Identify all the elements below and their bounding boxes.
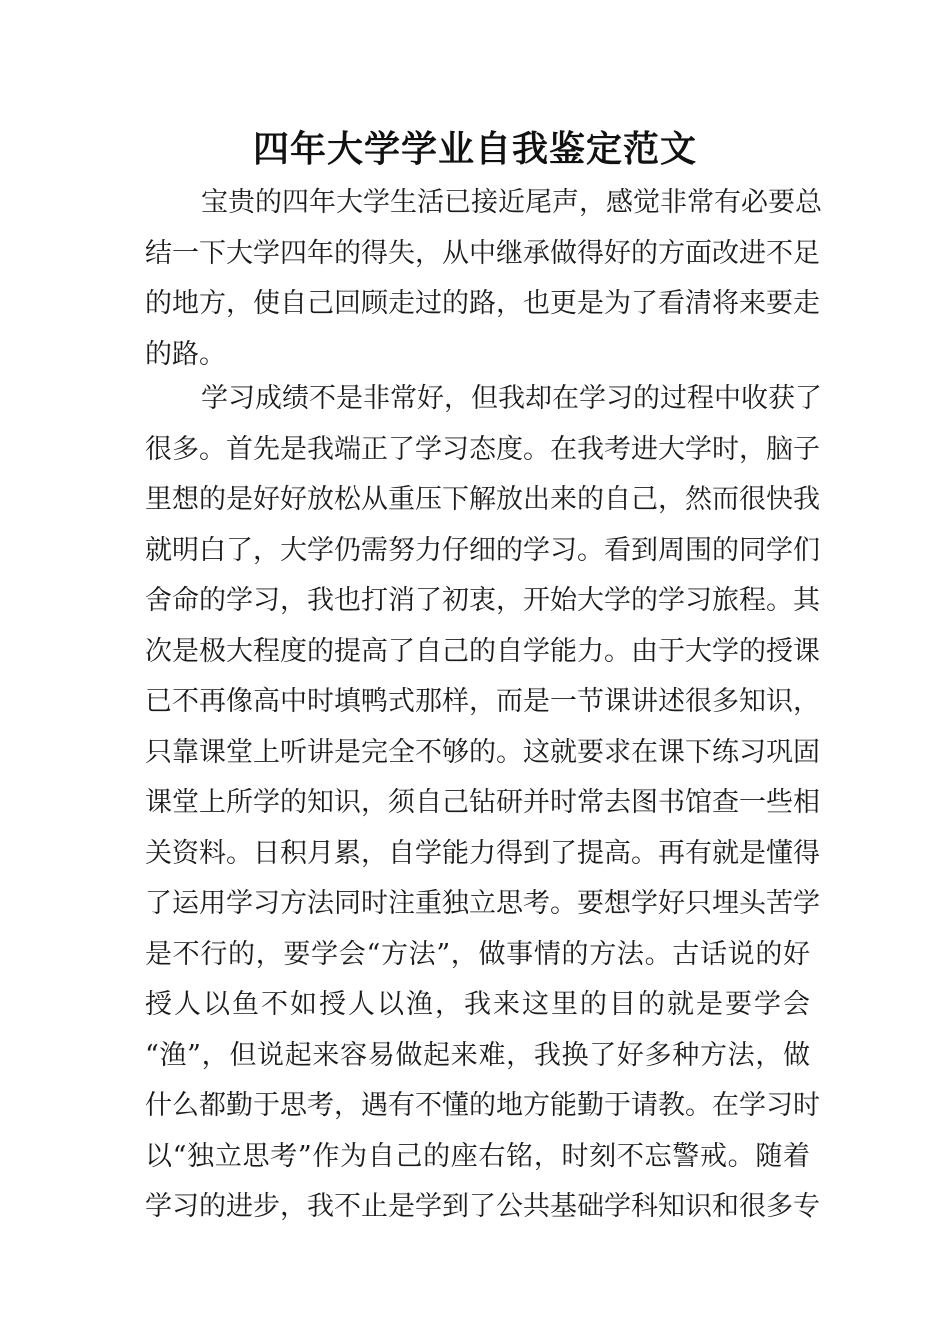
paragraph-line: 只靠课堂上听讲是完全不够的。这就要求在课下练习巩固 <box>145 736 820 768</box>
paragraph-line: 舍命的学习，我也打消了初衷，开始大学的学习旅程。其 <box>145 585 820 616</box>
paragraph-line: 了运用学习方法同时注重独立思考。要想学好只埋头苦学 <box>145 888 820 919</box>
paragraph-line: 关资料。日积月累，自学能力得到了提高。再有就是懂得 <box>145 837 820 869</box>
paragraph-line: 是不行的，要学会“方法”，做事情的方法。古话说的好 <box>145 938 810 970</box>
paragraph-line: 什么都勤于思考，遇有不懂的地方能勤于请教。在学习时 <box>145 1090 820 1121</box>
paragraph-line: 里想的是好好放松从重压下解放出来的自己，然而很快我 <box>145 484 820 515</box>
paragraph-line: 授人以鱼不如授人以渔，我来这里的目的就是要学会 <box>145 989 810 1020</box>
paragraph-line: 次是极大程度的提高了自己的自学能力。由于大学的授课 <box>145 635 820 667</box>
paragraph-2 <box>145 374 822 1233</box>
paragraph-line: 以“独立思考”作为自己的座右铭，时刻不忘警戒。随着 <box>145 1140 810 1172</box>
paragraph-line: 学习成绩不是非常好，但我却在学习的过程中收获了 <box>201 383 822 414</box>
paragraph-line: 课堂上所学的知识，须自己钻研并时常去图书馆查一些相 <box>145 787 820 818</box>
paragraph-line: 宝贵的四年大学生活已接近尾声，感觉非常有必要总 <box>201 187 822 218</box>
paragraph-1 <box>145 178 822 380</box>
paragraph-line: 的路。 <box>145 338 226 370</box>
paragraph-line: 结一下大学四年的得失，从中继承做得好的方面改进不足 <box>145 237 820 269</box>
paragraph-line: 很多。首先是我端正了学习态度。在我考进大学时，脑子 <box>145 433 820 465</box>
paragraph-line: 学习的进步，我不止是学到了公共基础学科知识和很多专 <box>145 1191 820 1222</box>
document-title: 四年大学学业自我鉴定范文 <box>252 129 697 170</box>
paragraph-line: 的地方，使自己回顾走过的路，也更是为了看清将来要走 <box>145 288 820 319</box>
paragraph-line: 就明白了，大学仍需努力仔细的学习。看到周围的同学们 <box>145 534 820 566</box>
paragraph-line: 已不再像高中时填鸭式那样，而是一节课讲述很多知识， <box>145 686 820 717</box>
paragraph-line: “渔”，但说起来容易做起来难，我换了好多种方法，做 <box>145 1039 810 1071</box>
